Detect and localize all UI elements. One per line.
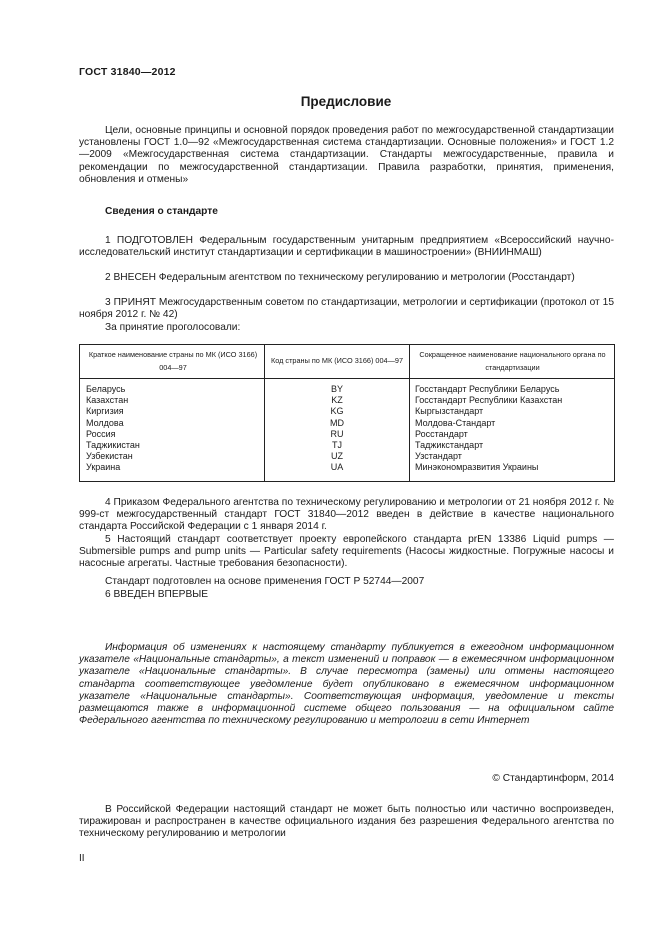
table-row xyxy=(80,462,615,481)
page-number: II xyxy=(79,853,85,864)
table-row xyxy=(80,451,615,462)
country-code: RU xyxy=(265,429,410,440)
intro-paragraph: Цели, основные принципы и основной порядок проведения работ по межгосударственной стандартизации установлены ГОСТ 1.0—92 «Межгосударственная система стандартизации. Основные положения» и ГОСТ 1.2—2009 «Межгосударственная система стандартизации. Стандарты межгосударственные, правила и рекомендации по межгосударственной стандартизации. Правила разработки, принятия, применения, обновления и отмены» xyxy=(79,125,614,185)
country-name: Россия xyxy=(80,429,265,440)
column-header-body: Сокращенное наименование национального органа по стандартизации xyxy=(410,345,615,379)
about-standard-heading: Сведения о стандарте xyxy=(105,206,218,217)
item-1-prepared: 1 ПОДГОТОВЛЕН Федеральным государственным унитарным предприятием «Всероссийский научно-исследовательский институт стандартизации и сертификации в машиностроении» (ВНИИНМАШ) xyxy=(79,235,614,259)
item-2-submitted: 2 ВНЕСЕН Федеральным агентством по техническому регулированию и метрологии (Росстандарт) xyxy=(105,272,575,283)
standards-body: Госстандарт Республики Беларусь xyxy=(410,379,615,396)
country-code: MD xyxy=(265,418,410,429)
table-row xyxy=(80,379,615,396)
table-row xyxy=(80,395,615,406)
country-name: Беларусь xyxy=(80,379,265,396)
country-name: Казахстан xyxy=(80,395,265,406)
table-row xyxy=(80,418,615,429)
standard-code-header: ГОСТ 31840—2012 xyxy=(79,66,176,78)
country-code: UA xyxy=(265,462,410,481)
country-code: BY xyxy=(265,379,410,396)
country-code: KZ xyxy=(265,395,410,406)
standards-body: Минэкономразвития Украины xyxy=(410,462,615,481)
column-header-code: Код страны по МК (ИСО 3166) 004—97 xyxy=(265,345,410,379)
standards-body: Молдова-Стандарт xyxy=(410,418,615,429)
standards-body: Росстандарт xyxy=(410,429,615,440)
standards-body: Таджикстандарт xyxy=(410,440,615,451)
table-row xyxy=(80,429,615,440)
standards-body: Кыргызстандарт xyxy=(410,406,615,417)
amendments-info-notice: Информация об изменениях к настоящему стандарту публикуется в ежегодном информационном указателе «Национальные стандарты», а текст изменений и поправок — в ежемесячном информационном указателе «Национальные стандарты». В случае пересмотра (замены) или отмены настоящего стандарта соответствующее уведомление будет опубликовано в ежемесячном информационном указателе «Национальные стандарты». Соответствующая информация, уведомление и тексты размещаются также в информационной системе общего пользования — на официальном сайте Федерального агентства по техническому регулированию и метрологии в сети Интернет xyxy=(79,642,614,727)
column-header-country: Краткое наименование страны по МК (ИСО 3166) 004—97 xyxy=(80,345,265,379)
country-name: Таджикистан xyxy=(80,440,265,451)
item-4-order: 4 Приказом Федерального агентства по техническому регулированию и метрологии от 21 ноября 2012 г. № 999-ст межгосударственный стандарт ГОСТ 31840—2012 введен в действие в качестве национального стандарта Российской Федерации с 1 января 2014 г. xyxy=(79,497,614,533)
country-name: Украина xyxy=(80,462,265,481)
item-6-introduced: 6 ВВЕДЕН ВПЕРВЫЕ xyxy=(105,589,209,600)
prepared-basis: Стандарт подготовлен на основе применения ГОСТ Р 52744—2007 xyxy=(105,576,425,587)
reproduction-restriction: В Российской Федерации настоящий стандарт не может быть полностью или частично воспроизведен, тиражирован и распространен в качестве официального издания без разрешения Федерального агентства по техническому регулированию и метрологии xyxy=(79,804,614,840)
country-name: Молдова xyxy=(80,418,265,429)
country-name: Киргизия xyxy=(80,406,265,417)
table-header-row xyxy=(80,345,615,379)
table-row xyxy=(80,406,615,417)
page-title: Предисловие xyxy=(300,94,392,109)
voted-for-label: За принятие проголосовали: xyxy=(105,322,241,333)
voting-countries-table xyxy=(79,344,615,482)
item-3-adopted: 3 ПРИНЯТ Межгосударственным советом по стандартизации, метрологии и сертификации (протокол от 15 ноября 2012 г. № 42) xyxy=(79,297,614,321)
country-name: Узбекистан xyxy=(80,451,265,462)
copyright-notice: © Стандартинформ, 2014 xyxy=(492,773,614,784)
country-code: UZ xyxy=(265,451,410,462)
item-5-correspondence: 5 Настоящий стандарт соответствует проекту европейского стандарта prEN 13386 Liquid pumps — Submersible pumps and pump units — Particular safety requirements (Насосы жидкостные. Погружные насосы и насосные агрегаты. Частные требования безопасности). xyxy=(79,534,614,570)
table-row xyxy=(80,440,615,451)
country-code: KG xyxy=(265,406,410,417)
standards-body: Госстандарт Республики Казахстан xyxy=(410,395,615,406)
country-code: TJ xyxy=(265,440,410,451)
standards-body: Узстандарт xyxy=(410,451,615,462)
